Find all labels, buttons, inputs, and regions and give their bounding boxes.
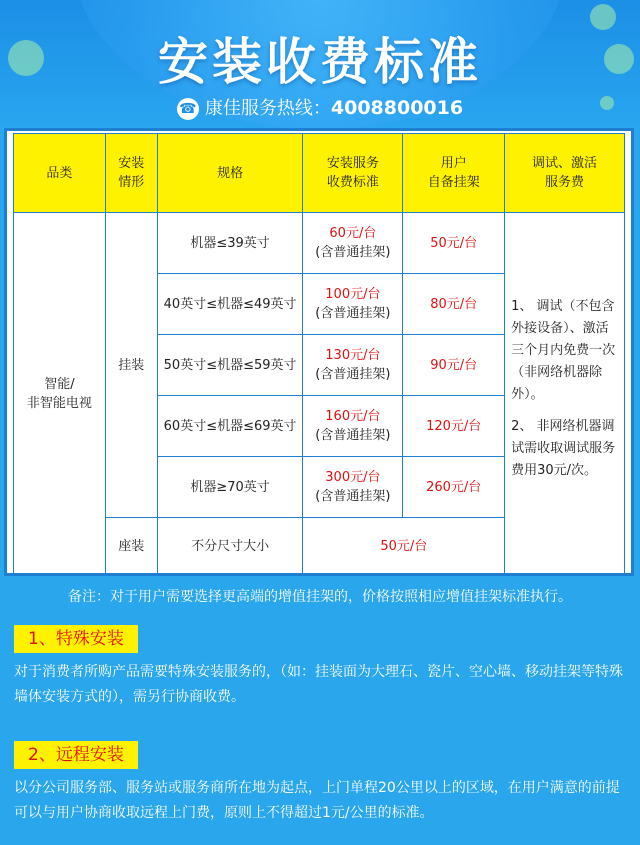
fee-table bbox=[13, 133, 625, 576]
header-install-type: 安装 情形 bbox=[105, 134, 157, 213]
self-rack-cell: 120元/台 bbox=[403, 396, 505, 457]
price-cell: 300元/台 (含普通挂架) bbox=[303, 457, 403, 518]
debug-note-1: 1、 调试（不包含外接设备）、激活三个月内免费一次（非网络机器除外）。 bbox=[511, 299, 616, 402]
header-category: 品类 bbox=[14, 134, 106, 213]
remark-text: 备注：对于用户需要选择更高端的增值挂架的，价格按照相应增值挂架标准执行。 bbox=[68, 589, 572, 605]
header-spec: 规格 bbox=[157, 134, 303, 213]
self-rack-cell: 260元/台 bbox=[403, 457, 505, 518]
spec-cell: 不分尺寸大小 bbox=[157, 518, 303, 576]
spec-cell: 60英寸≤机器≤69英寸 bbox=[157, 396, 303, 457]
spec-cell: 机器≤39英寸 bbox=[157, 213, 303, 274]
spec-cell: 50英寸≤机器≤59英寸 bbox=[157, 335, 303, 396]
section-label-special: 1、特殊安装 bbox=[14, 625, 138, 653]
debug-fee-notes bbox=[505, 213, 625, 576]
seat-mount-cell: 座装 bbox=[105, 518, 157, 576]
debug-note-2: 2、 非网络机器调试需收取调试服务费用30元/次。 bbox=[511, 419, 616, 478]
section-text-remote: 以分公司服务部、服务站或服务商所在地为起点，上门单程20公里以上的区域，在用户满意的前提可以与用户协商收取远程上门费，原则上不得超过1元/公里的标准。 bbox=[14, 780, 620, 821]
price-cell: 100元/台 (含普通挂架) bbox=[303, 274, 403, 335]
price-cell: 160元/台 (含普通挂架) bbox=[303, 396, 403, 457]
price-cell: 60元/台 (含普通挂架) bbox=[303, 213, 403, 274]
wall-mount-cell: 挂装 bbox=[105, 213, 157, 518]
table-row bbox=[14, 213, 625, 274]
section-text-special: 对于消费者所购产品需要特殊安装服务的，（如：挂装面为大理石、瓷片、空心墙、移动挂架等特殊墙体安装方式的），需另行协商收费。 bbox=[14, 664, 623, 705]
table-header-row bbox=[14, 134, 625, 213]
section-label-remote: 2、远程安装 bbox=[14, 741, 138, 769]
fee-table-container bbox=[4, 128, 634, 576]
spec-cell: 机器≥70英寸 bbox=[157, 457, 303, 518]
self-rack-cell: 90元/台 bbox=[403, 335, 505, 396]
page-title: 安装收费标准 bbox=[158, 33, 482, 91]
hotline-label: 康佳服务热线： bbox=[204, 98, 331, 119]
hotline-number[interactable]: 4008800016 bbox=[330, 97, 464, 119]
seat-price-cell: 50元/台 bbox=[303, 518, 505, 576]
header-self-rack: 用户 自备挂架 bbox=[403, 134, 505, 213]
service-hotline bbox=[0, 94, 640, 120]
phone-icon: ☎ bbox=[177, 98, 199, 120]
self-rack-cell: 80元/台 bbox=[403, 274, 505, 335]
header-install-fee: 安装服务 收费标准 bbox=[303, 134, 403, 213]
category-cell: 智能/ 非智能电视 bbox=[14, 213, 106, 576]
self-rack-cell: 50元/台 bbox=[403, 213, 505, 274]
header-banner bbox=[0, 0, 640, 130]
header-debug-fee: 调试、激活 服务费 bbox=[505, 134, 625, 213]
spec-cell: 40英寸≤机器≤49英寸 bbox=[157, 274, 303, 335]
price-cell: 130元/台 (含普通挂架) bbox=[303, 335, 403, 396]
